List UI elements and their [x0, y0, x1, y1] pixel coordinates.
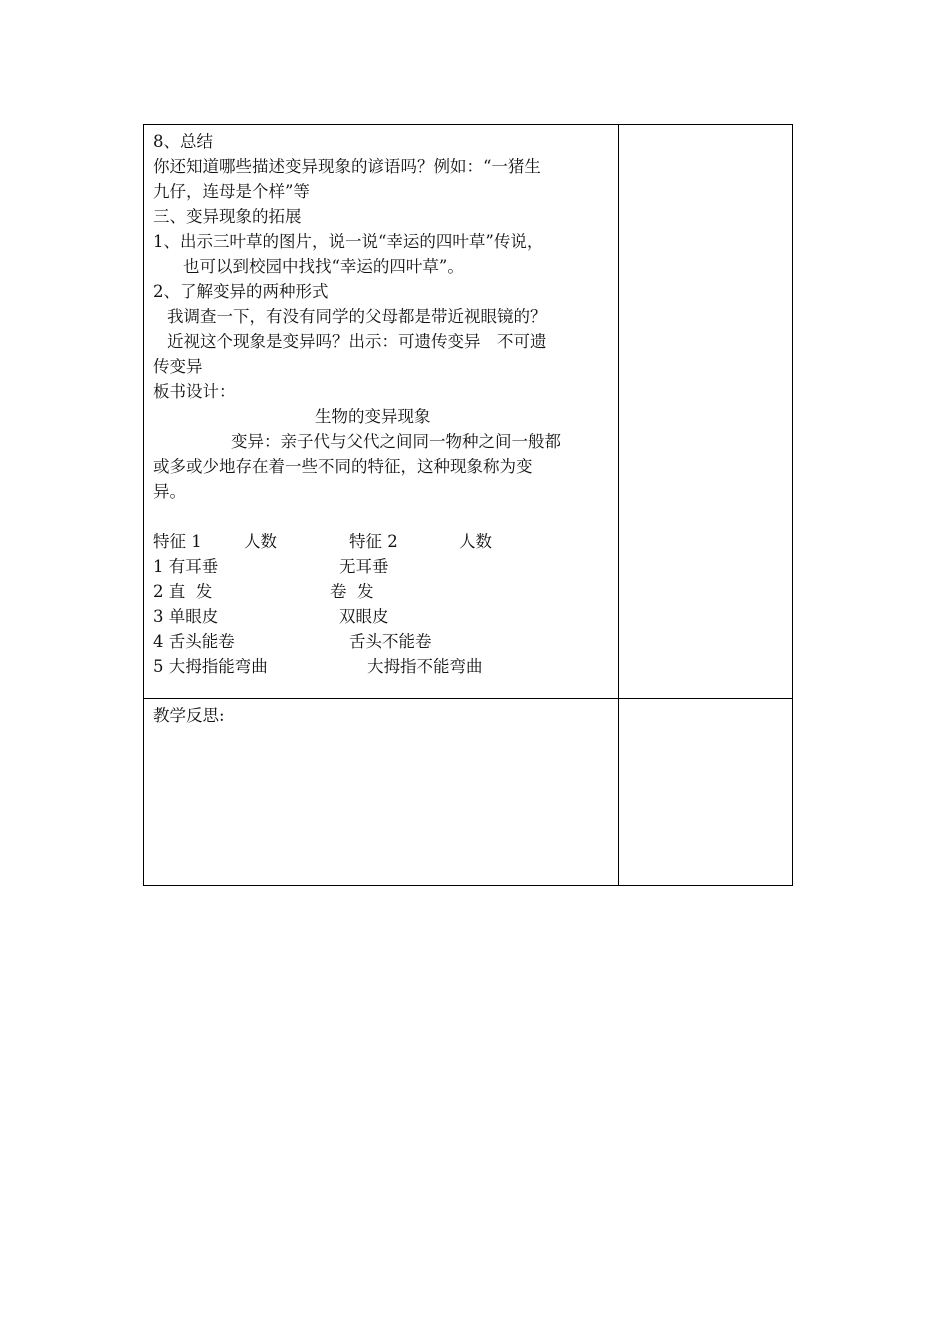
side-notes-cell: [619, 125, 793, 699]
reflection-label: 教学反思:: [153, 706, 225, 725]
blank-line: [153, 504, 610, 529]
text-line: 板书设计：: [153, 382, 236, 401]
text-line: 或多或少地存在着一些不同的特征，这种现象称为变: [153, 457, 533, 476]
text-line: 三、变异现象的拓展: [153, 207, 302, 226]
text-line: 变异：亲子代与父代之间同一物种之间一般都: [231, 432, 561, 451]
trait-header: 人数: [459, 532, 492, 551]
text-line: 我调查一下，有没有同学的父母都是带近视眼镜的？: [167, 307, 547, 326]
trait-cell: 双眼皮: [339, 607, 389, 626]
trait-header: 人数: [244, 532, 277, 551]
trait-row: [153, 604, 610, 629]
board-title: 生物的变异现象: [315, 407, 431, 426]
text-line: 你还知道哪些描述变异现象的谚语吗？例如：“一猪生: [153, 157, 541, 176]
trait-row: [153, 579, 610, 604]
lesson-content-row: [144, 125, 793, 699]
trait-row: [153, 554, 610, 579]
trait-header: 特征 1: [153, 532, 202, 551]
trait-cell: 卷 发: [330, 582, 374, 601]
trait-header-row: [153, 529, 610, 554]
trait-cell: 4 舌头能卷: [153, 632, 235, 651]
text-line: 传变异: [153, 357, 203, 376]
text-line: 异。: [153, 482, 186, 501]
reflection-cell: [144, 699, 619, 886]
trait-cell: 3 单眼皮: [153, 607, 219, 626]
trait-row: [153, 654, 610, 679]
trait-cell: 舌头不能卷: [349, 632, 432, 651]
text-line: 近视这个现象是变异吗？出示：可遗传变异 不可遗: [167, 332, 547, 351]
trait-cell: 1 有耳垂: [153, 557, 219, 576]
lesson-content-cell: [144, 125, 619, 699]
trait-table: [153, 529, 610, 679]
text-line: 2、了解变异的两种形式: [153, 282, 329, 301]
text-line: 1、出示三叶草的图片，说一说“幸运的四叶草”传说，: [153, 232, 544, 251]
trait-cell: 大拇指不能弯曲: [367, 657, 483, 676]
text-line: 也可以到校园中找找“幸运的四叶草”。: [183, 257, 464, 276]
trait-cell: 无耳垂: [339, 557, 389, 576]
trait-row: [153, 629, 610, 654]
text-line: 九仔，连母是个样”等: [153, 182, 310, 201]
reflection-side-cell: [619, 699, 793, 886]
lesson-plan-table: [143, 124, 793, 886]
trait-cell: 5 大拇指能弯曲: [153, 657, 268, 676]
trait-cell: 2 直 发: [153, 582, 213, 601]
text-line: 8、总结: [153, 132, 213, 151]
trait-header: 特征 2: [349, 532, 398, 551]
reflection-row: [144, 699, 793, 886]
